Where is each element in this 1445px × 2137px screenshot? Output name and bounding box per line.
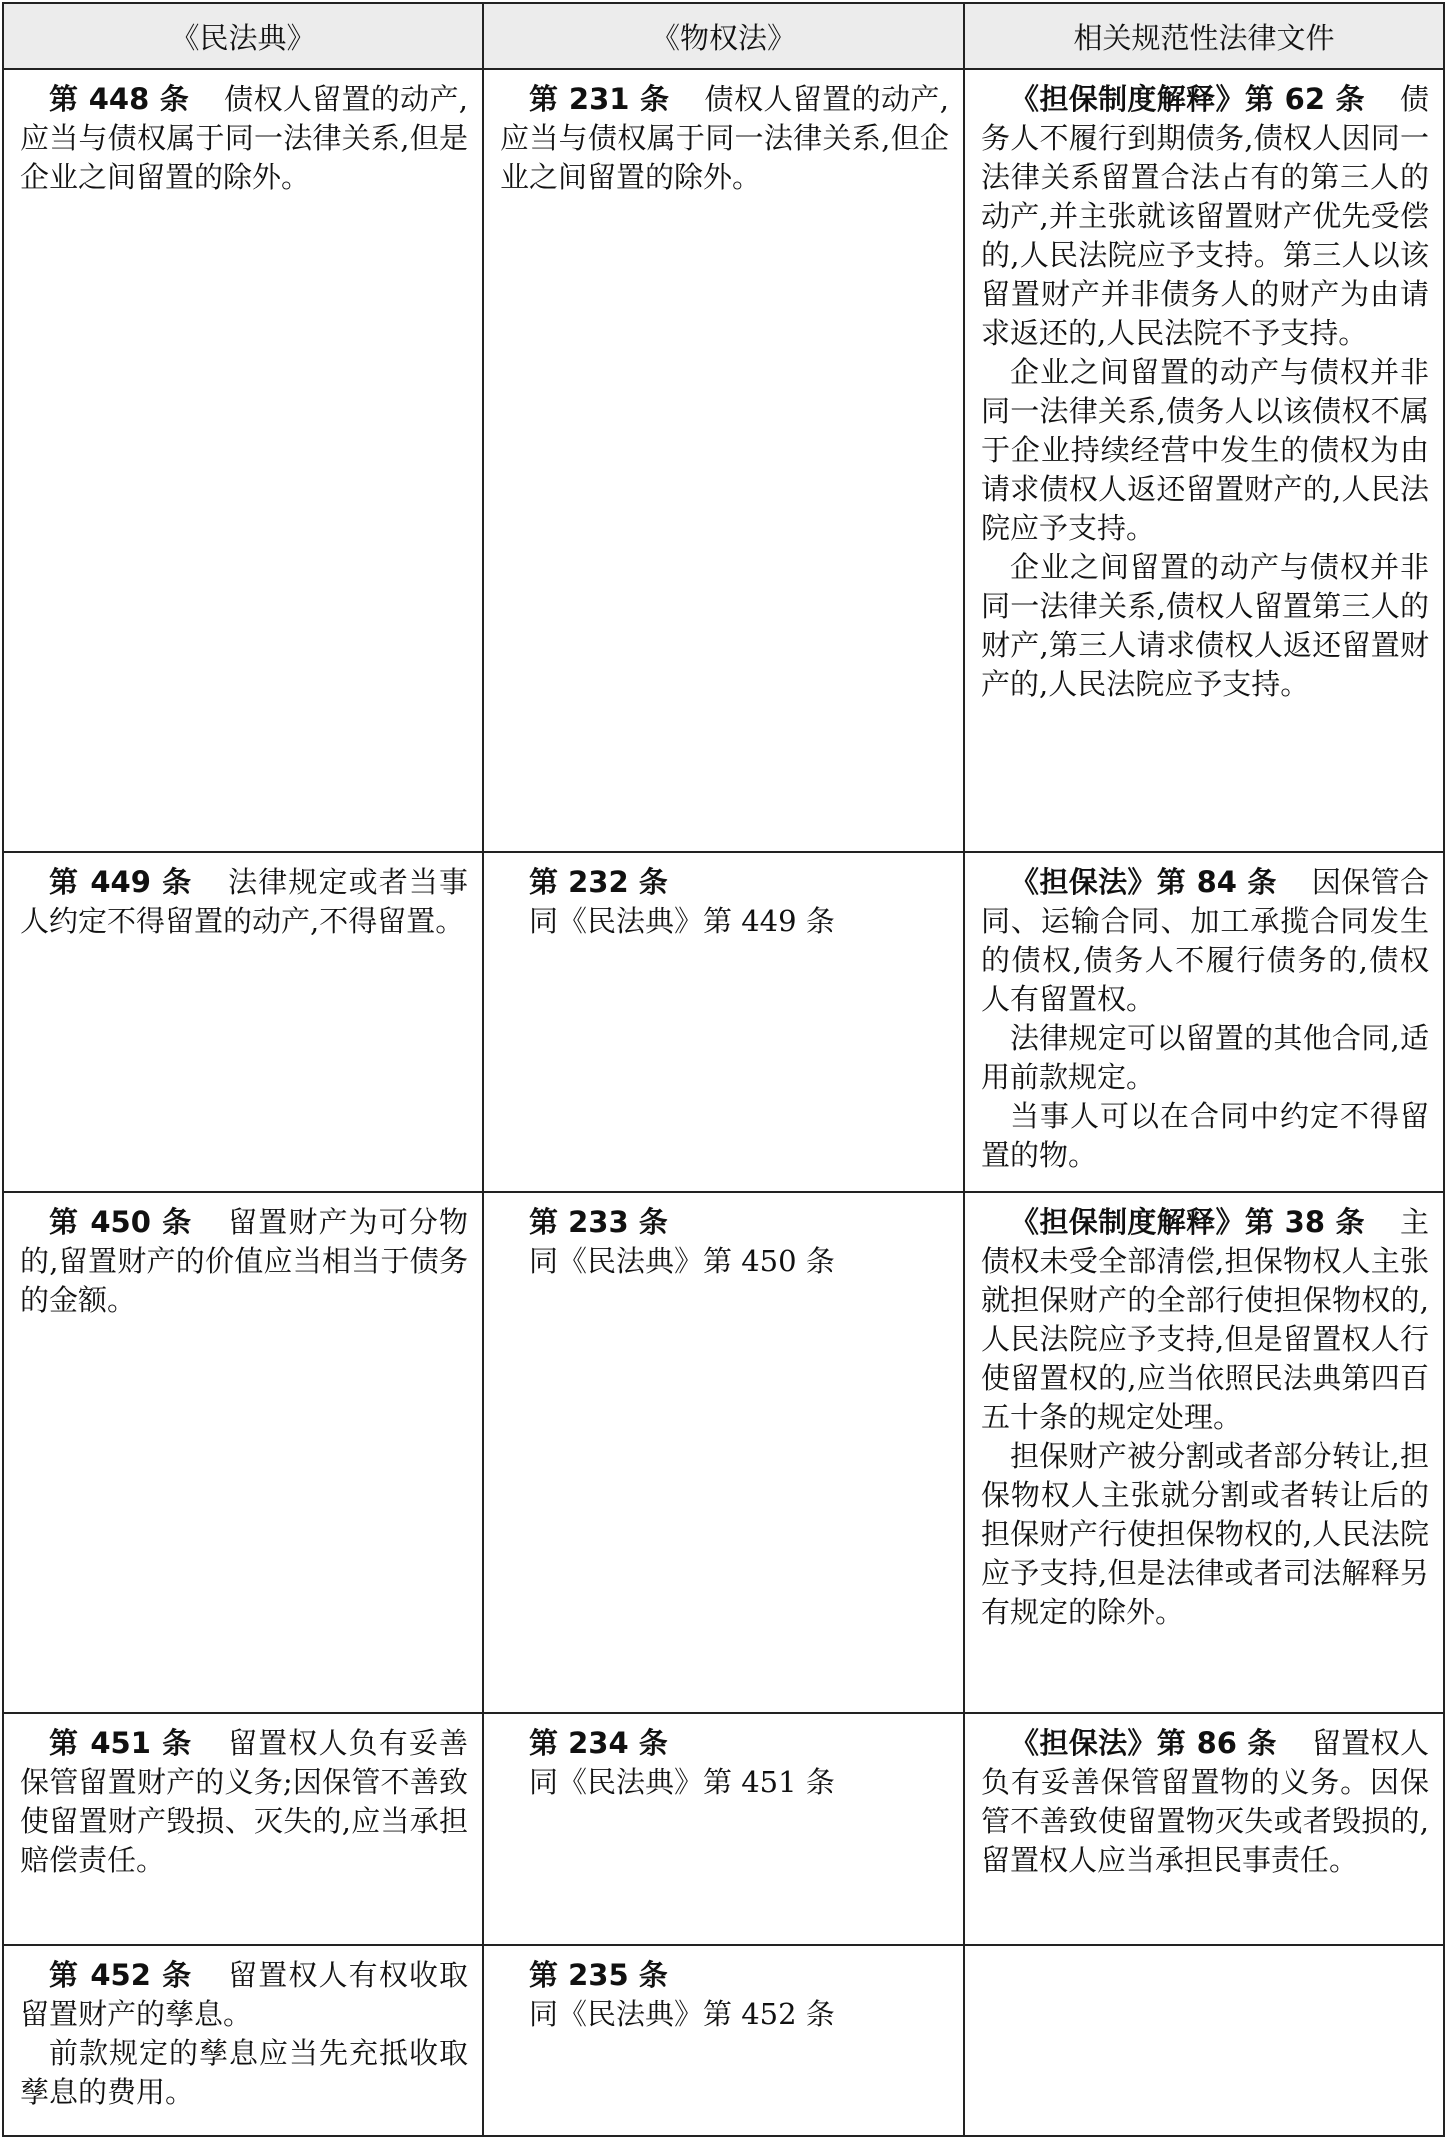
table-row [3,69,1444,852]
related-paragraph: 担保财产被分割或者部分转让,担保物权人主张就分割或者转让后的担保财产行使担保物权的,人民法院应予支持,但是法律或者司法解释另有规定的除外。 [981,1439,1429,1629]
civil-code-cell [3,1192,483,1713]
table-row [3,852,1444,1192]
civil-code-cell [3,1713,483,1945]
article-paragraph [20,1203,468,1320]
article-paragraph [500,1203,949,1242]
article-number: 第 231 条 [529,82,670,116]
table-row [3,1713,1444,1945]
header-related-documents: 相关规范性法律文件 [964,3,1444,69]
property-law-cell [483,69,964,852]
related-text: 主债权未受全部清偿,担保物权人主张就担保财产的全部行使担保物权的,人民法院应予支持,但是留置权人行使留置权的,应当依照民法典第四百五十条的规定处理。 [981,1205,1429,1434]
article-paragraph [20,863,468,941]
article-text: 留置财产为可分物的,留置财产的价值应当相当于债务的金额。 [20,1205,468,1317]
article-text: 留置权人有权收取留置财产的孳息。 [20,1958,468,2031]
property-law-cell [483,852,964,1192]
article-text: 留置权人负有妥善保管留置财产的义务;因保管不善致使留置财产毁损、灭失的,应当承担赔偿责任。 [20,1726,468,1877]
article-number: 第 452 条 [49,1958,193,1992]
article-paragraph [500,1956,949,1995]
article-paragraph [500,863,949,902]
article-paragraph [500,80,949,197]
related-article-number: 《担保制度解释》第 62 条 [1010,82,1365,116]
related-documents-cell [964,1713,1444,1945]
same-as-reference: 同《民法典》第 450 条 [529,1244,835,1278]
article-text: 法律规定或者当事人约定不得留置的动产,不得留置。 [20,865,468,938]
article-number: 第 233 条 [529,1205,668,1239]
related-text: 留置权人负有妥善保管留置物的义务。因保管不善致使留置物灭失或者毁损的,留置权人应当承担民事责任。 [981,1726,1429,1877]
related-documents-cell [964,1945,1444,2136]
table-header-row [3,3,1444,69]
related-paragraph [981,80,1429,353]
related-documents-cell [964,69,1444,852]
law-comparison-table [2,2,1445,2137]
related-documents-cell [964,1192,1444,1713]
related-article-number: 《担保制度解释》第 38 条 [1010,1205,1365,1239]
related-article-number: 《担保法》第 84 条 [1010,865,1277,899]
article-paragraph [500,1724,949,1763]
article-number: 第 235 条 [529,1958,668,1992]
related-documents-cell [964,852,1444,1192]
article-paragraph: 前款规定的孳息应当先充抵收取孳息的费用。 [20,2036,468,2109]
property-law-cell [483,1192,964,1713]
property-law-cell [483,1945,964,2136]
related-text: 因保管合同、运输合同、加工承揽合同发生的债权,债务人不履行债务的,债权人有留置权。 [981,865,1429,1016]
civil-code-cell [3,69,483,852]
related-paragraph [981,1724,1429,1880]
article-number: 第 451 条 [49,1726,193,1760]
same-as-reference: 同《民法典》第 449 条 [529,904,835,938]
article-number: 第 449 条 [49,865,193,899]
related-article-number: 《担保法》第 86 条 [1010,1726,1277,1760]
civil-code-cell [3,852,483,1192]
same-as-reference: 同《民法典》第 452 条 [529,1997,835,2031]
related-text: 债务人不履行到期债务,债权人因同一法律关系留置合法占有的第三人的动产,并主张就该留置财产优先受偿的,人民法院应予支持。第三人以该留置财产并非债务人的财产为由请求返还的,人民法院不予支持。 [981,82,1429,350]
same-as-reference: 同《民法典》第 451 条 [529,1765,835,1799]
table-row [3,1192,1444,1713]
related-paragraph: 企业之间留置的动产与债权并非同一法律关系,债务人以该债权不属于企业持续经营中发生的债权为由请求债权人返还留置财产的,人民法院应予支持。 [981,355,1429,545]
related-paragraph [981,1203,1429,1437]
related-paragraph: 当事人可以在合同中约定不得留置的物。 [981,1099,1429,1172]
article-paragraph [20,1956,468,2034]
related-paragraph: 企业之间留置的动产与债权并非同一法律关系,债权人留置第三人的财产,第三人请求债权人返还留置财产的,人民法院应予支持。 [981,550,1429,701]
article-text: 债权人留置的动产,应当与债权属于同一法律关系,但是企业之间留置的除外。 [20,82,469,194]
header-property-law: 《物权法》 [483,3,964,69]
related-paragraph [981,863,1429,1019]
article-number: 第 234 条 [529,1726,668,1760]
article-number: 第 450 条 [49,1205,193,1239]
related-paragraph: 法律规定可以留置的其他合同,适用前款规定。 [981,1021,1429,1094]
table-row [3,1945,1444,2136]
civil-code-cell [3,1945,483,2136]
article-number: 第 232 条 [529,865,668,899]
header-civil-code: 《民法典》 [3,3,483,69]
article-text: 债权人留置的动产,应当与债权属于同一法律关系,但企业之间留置的除外。 [500,82,949,194]
property-law-cell [483,1713,964,1945]
article-number: 第 448 条 [49,82,190,116]
article-paragraph [20,80,468,197]
article-paragraph [20,1724,468,1880]
